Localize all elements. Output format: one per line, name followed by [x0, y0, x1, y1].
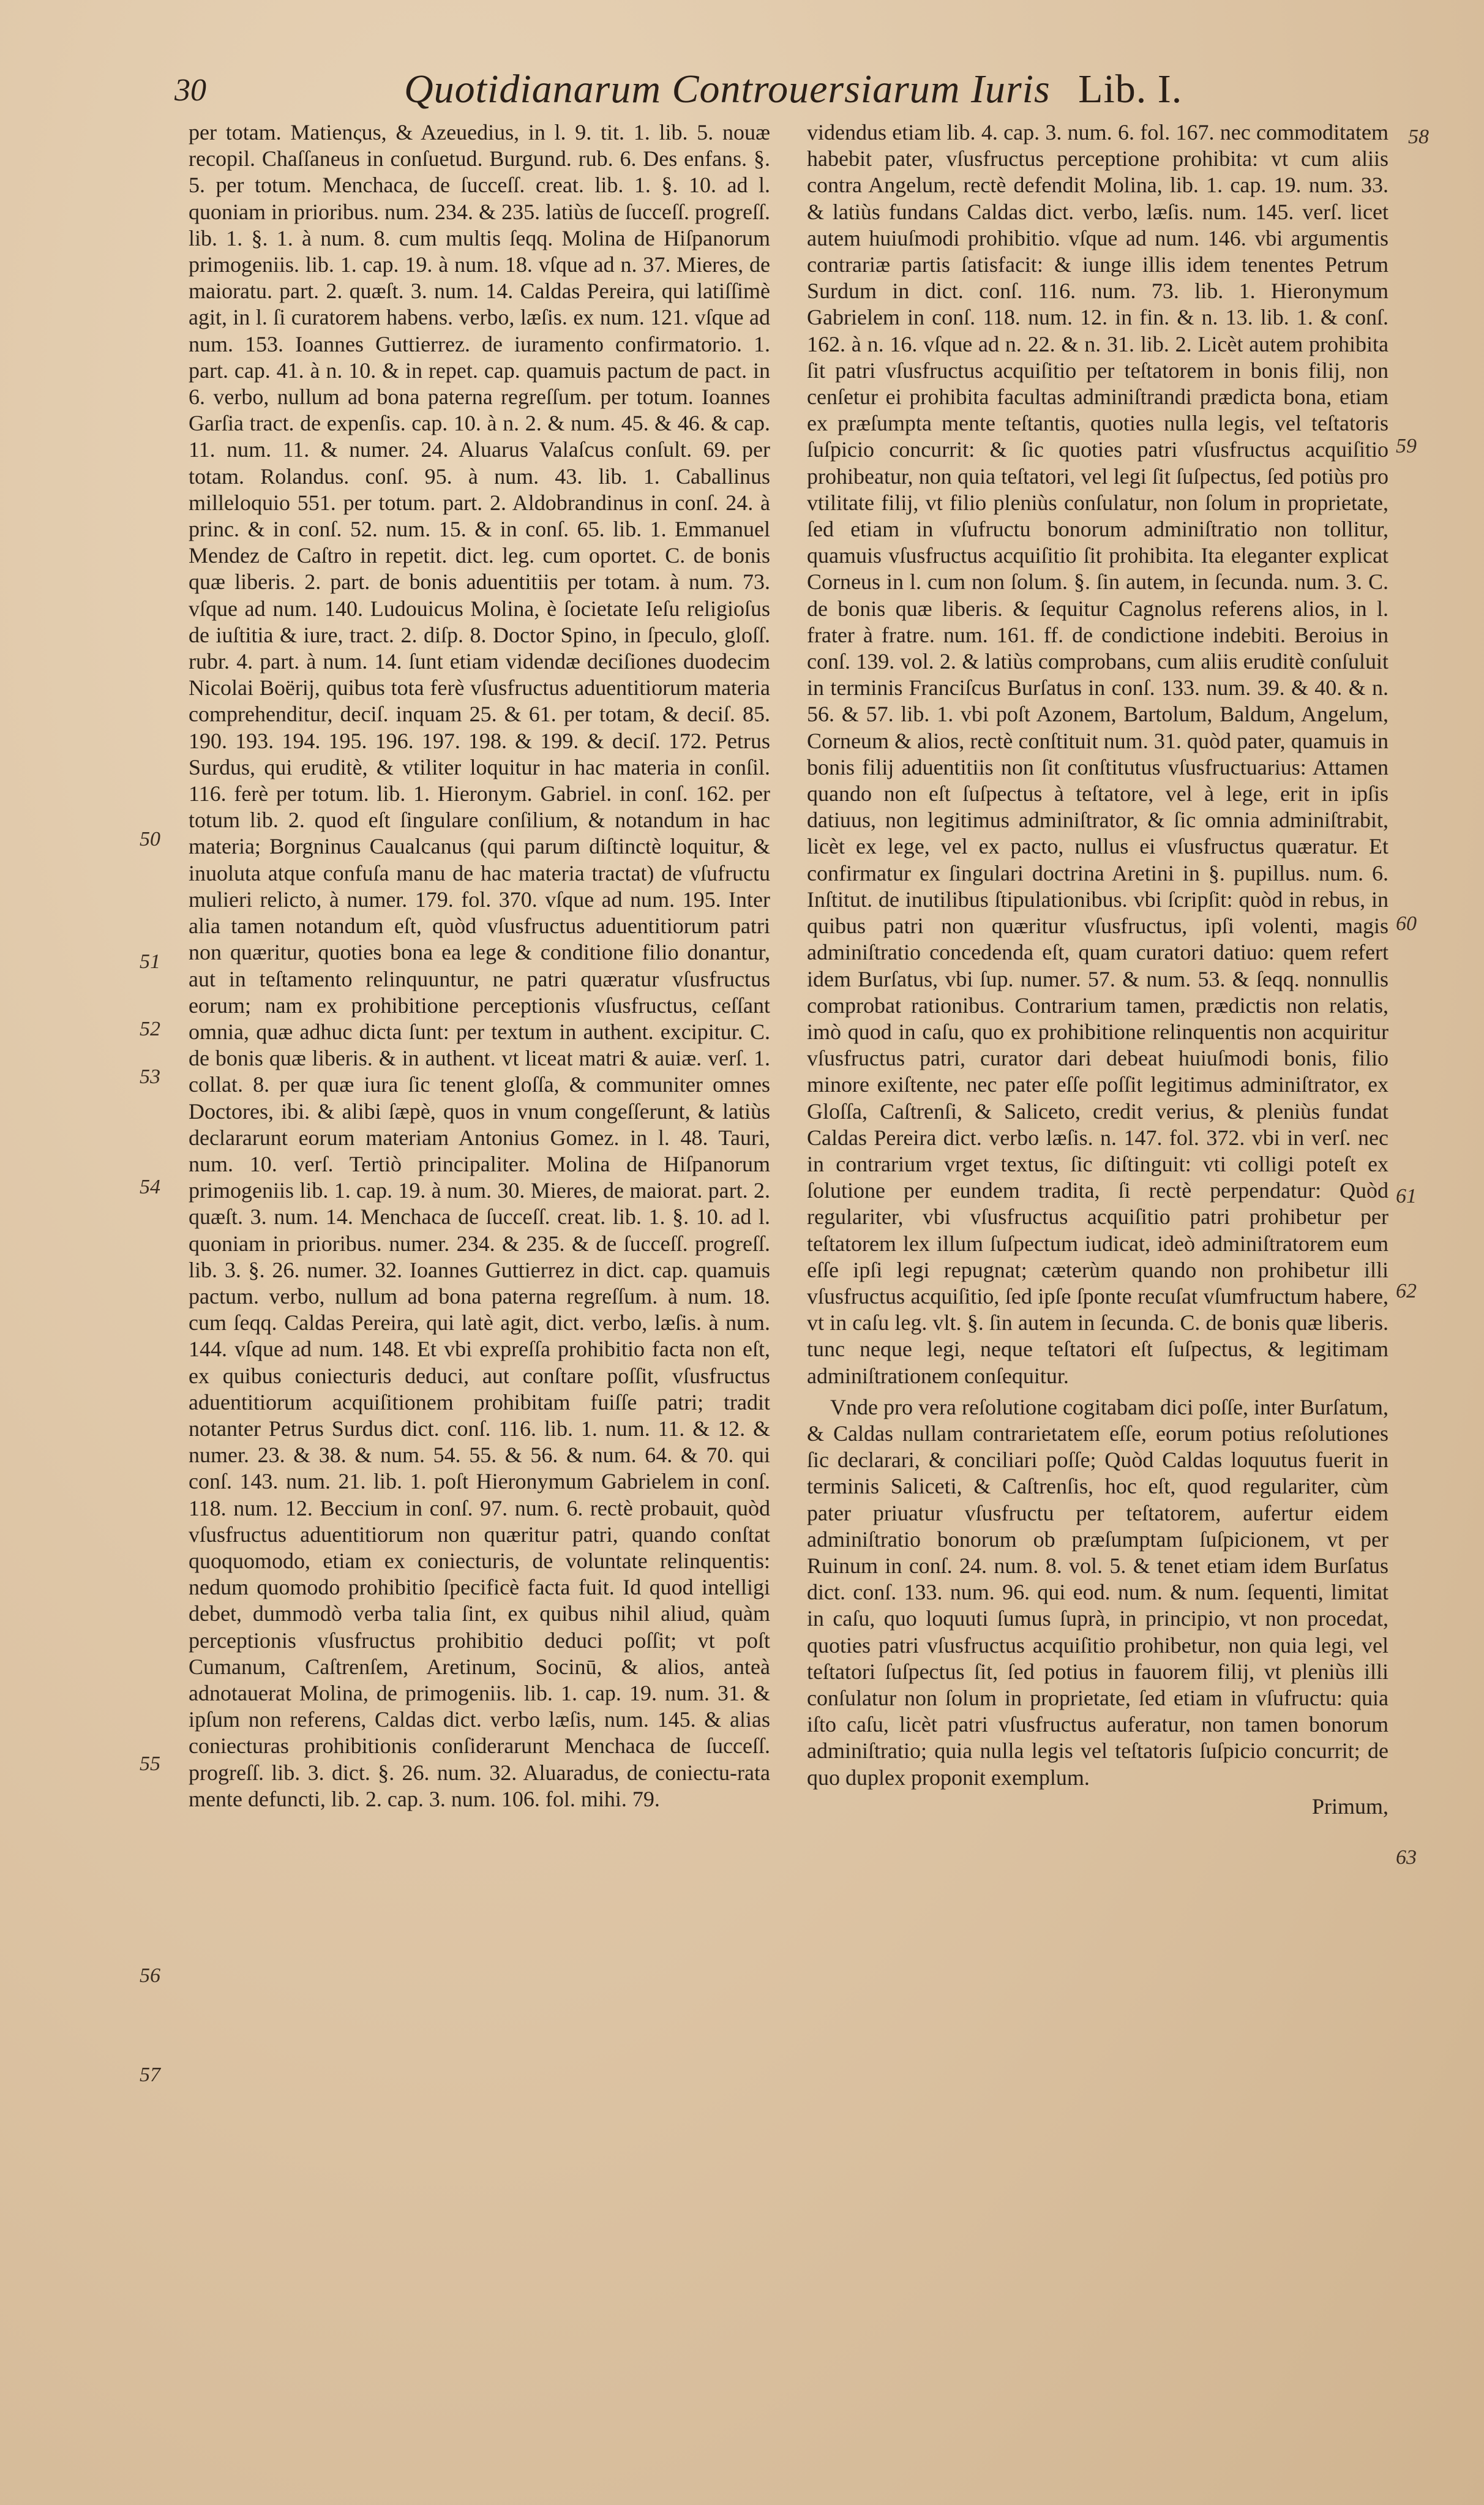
margin-number: 60: [1396, 912, 1417, 935]
margin-number: 61: [1396, 1185, 1417, 1207]
margin-number: 52: [140, 1018, 160, 1040]
margin-number: 57: [140, 2064, 160, 2086]
book-label: Lib. I.: [1078, 67, 1183, 111]
right-column-paragraph: Vnde pro vera reſolutione cogitabam dici poſſe, inter Burſatum, & Caldas nullam contrarietatem eſſe, eorum potius reſolutiones ſic declarari, & conciliari poſſe; Quòd Caldas loquutus fuerit in terminis Saliceti, & Caſtrenſis, hoc eſt, quod regulariter, cùm pater priuatur vſusfructu per teſtatorem, aufertur eidem adminiſtratio bonorum ob præſumptam ſuſpicionem, vt per Ruinum in conſ. 24. num. 8. vol. 5. & tenet etiam idem Burſatus dict. conſ. 133. num. 96. qui eod. num. & num. ſequenti, limitat in caſu, quo loquuti ſumus ſuprà, in principio, vt non procedat, quoties patri vſusfructus acquiſitio prohibetur, non quia legi, vel teſtatori ſuſpectus ſit, ſed potius in fauorem filij, vt pleniùs illi conſulatur non ſolum in proprietate, ſed etiam in vſufructu: quia iſto caſu, licèt patri vſusfructus auferatur, non tamen bonorum adminiſtratio; quia nulla legis vel teſtatoris ſuſpicio concurrit; de quo duplex proponit exemplum.: [807, 1394, 1388, 1790]
margin-number: 58: [1408, 126, 1429, 148]
margin-number: 56: [140, 1964, 160, 1987]
page-number: 30: [174, 73, 206, 108]
left-column-text: per totam. Matienςus, & Azeuedius, in l. 9. tit. 1. lib. 5. nouæ recopil. Chaſſaneus in conſuetud. Burgund. rub. 6. Des enfans. §. 5. per totum. Menchaca, de ſucceſſ. creat. lib. 1. §. 10. ad l. quoniam in prioribus. num. 234. & 235. latiùs de ſucceſſ. progreſſ. lib. 1. §. 1. à num. 8. cum multis ſeqq. Molina de Hiſpanorum primogeniis. lib. 1. cap. 19. à num. 18. vſque ad n. 37. Mieres, de maioratu. part. 2. quæſt. 3. num. 14. Caldas Pereira, qui latiſſimè agit, in l. ſi curatorem habens. verbo, læſis. ex num. 121. vſque ad num. 153. Ioannes Guttierrez. de iuramento confirmatorio. 1. part. cap. 41. à n. 10. & in repet. cap. quamuis pactum de pact. in 6. verbo, nullum ad bona paterna regreſſum. per totum. Ioannes Garſia tract. de expenſis. cap. 10. à n. 2. & num. 45. & 46. & cap. 11. num. 11. & numer. 24. Aluarus Valaſcus conſult. 69. per totam. Rolandus. conſ. 95. à num. 43. lib. 1. Caballinus milleloquio 551. per totum. part. 2. Aldobrandinus in conſ. 24. à princ. & in conſ. 52. num. 15. & in conſ. 65. lib. 1. Emmanuel Mendez de Caſtro in repetit. dict. leg. cum oportet. C. de bonis quæ liberis. 2. part. de bonis aduentitiis per totam. à num. 73. vſque ad num. 140. Ludouicus Molina, è ſocietate Ieſu religioſus de iuſtitia & iure, tract. 2. diſp. 8. Doctor Spino, in ſpeculo, gloſſ. rubr. 4. part. à num. 14. ſunt etiam videndæ deciſiones duodecim Nicolai Boërij, quibus tota ferè vſusfructus aduentitiorum materia comprehenditur, deciſ. inquam 25. & 61. per totam, & deciſ. 85. 190. 193. 194. 195. 196. 197. 198. & 199. & deciſ. 172. Petrus Surdus, qui eruditè, & vtiliter loquitur in hac materia in conſil. 116. ferè per totum. lib. 1. Hieronym. Gabriel. in conſ. 162. per totum lib. 2. quod eſt ſingulare conſilium, & notandum in hac materia; Borgninus Caualcanus (qui parum diſtinctè loquitur, & inuoluta atque confuſa manu de hac materia tractat) de vſufructu mulieri relicto, à numer. 179. fol. 370. vſque ad num. 195. Inter alia tamen notandum eſt, quòd vſusfructus aduentitiorum patri non quæritur, quoties bona ea lege & conditione filio donantur, aut in teſtamento relinquuntur, ne patri quæratur vſusfructus eorum; nam ex prohibitione perceptionis vſusfructus, ceſſant omnia, quæ adhuc dicta ſunt: per textum in authent. excipitur. C. de bonis quæ liberis. & in authent. vt liceat matri & auiæ. verſ. 1. collat. 8. per quæ iura ſic tenent gloſſa, & communiter omnes Doctores, ibi. & alibi ſæpè, quos in vnum congeſſerunt, & latiùs declararunt eorum materiam Antonius Gomez. in l. 48. Tauri, num. 10. verſ. Tertiò principaliter. Molina de Hiſpanorum primogeniis lib. 1. cap. 19. à num. 30. Mieres, de maiorat. part. 2. quæſt. 3. num. 14. Menchaca de ſucceſſ. creat. lib. 1. §. 10. ad l. quoniam in prioribus. numer. 234. & 235. & de ſucceſſ. progreſſ. lib. 3. §. 26. numer. 32. Ioannes Guttierrez in dict. cap. quamuis pactum. verbo, nullum ad bona paterna regreſſum. à num. 18. cum ſeqq. Caldas Pereira, qui latè agit, dict. verbo, læſis. à num. 144. vſque ad num. 148. Et vbi expreſſa prohibitio facta non eſt, ex quibus coniecturis deduci, aut conſtare poſſit, vſusfructus aduentitiorum acquiſitionem prohibitam fuiſſe patri; tradit notanter Petrus Surdus dict. conſ. 116. lib. 1. num. 11. & 12. & numer. 23. & 38. & num. 54. 55. & 56. & num. 64. & 70. qui conſ. 143. num. 21. lib. 1. poſt Hieronymum Gabrielem in conſ. 118. num. 12. Beccium in conſ. 97. num. 6. rectè probauit, quòd vſusfructus aduentitiorum non quæritur patri, quando conſtat quoquomodo, etiam ex coniecturis, de voluntate relinquentis: nedum quomodo prohibitio ſpecificè facta fuit. Id quod intelligi debet, dummodò verba talia ſint, ex quibus nihil aliud, quàm perceptionis vſusfructus prohibitio deduci poſſit; vt poſt Cumanum, Caſtrenſem, Aretinum, Socinū, & alios, anteà adnotauerat Molina, de primogeniis. lib. 1. cap. 19. num. 31. & ipſum non referens, Caldas dict. verbo læſis, num. 145. & alias coniecturas prohibitionis conſiderarunt Menchaca de ſucceſſ. progreſſ. lib. 3. dict. §. 26. num. 32. Aluaradus, de coniectu-rata mente defuncti, lib. 2. cap. 3. num. 106. fol. mihi. 79.: [189, 120, 770, 1811]
left-column: [189, 119, 770, 1812]
margin-number: 50: [140, 828, 160, 851]
margin-number: 63: [1396, 1846, 1417, 1869]
margin-number: 54: [140, 1176, 160, 1198]
margin-number: 53: [140, 1065, 160, 1088]
margin-number: 51: [140, 950, 160, 973]
margin-number: 59: [1396, 435, 1417, 457]
margin-number: 62: [1396, 1280, 1417, 1302]
margin-number: 55: [140, 1752, 160, 1775]
running-head: [404, 66, 1261, 113]
catchword: Primum,: [1311, 1793, 1388, 1819]
right-column: [807, 119, 1388, 1820]
running-title: Quotidianarum Controuersiarum Iuris: [404, 67, 1051, 111]
right-column-text: videndus etiam lib. 4. cap. 3. num. 6. fol. 167. nec commoditatem habebit pater, vſusfructus perceptione prohibita: vt cum aliis contra Angelum, rectè defendit Molina, lib. 1. cap. 19. num. 33. & latiùs fundans Caldas dict. verbo, læſis. num. 145. verſ. licet autem huiuſmodi prohibitio. vſque ad num. 146. vbi argumentis contrariæ partis ſatisfacit: & iunge illis idem tenentes Petrum Surdum in dict. conſ. 116. num. 73. lib. 1. Hieronymum Gabrielem in conſ. 118. num. 12. in fin. & n. 13. lib. 1. & conſ. 162. à n. 16. vſque ad n. 22. & n. 31. lib. 2. Licèt autem prohibita ſit patri vſusfructus acquiſitio per teſtatorem in bonis filij, non cenſetur ei prohibita facultas adminiſtrandi prædicta bona, etiam ex præſumpta mente teſtantis, quoties nulla legis, vel teſtatoris ſuſpicio concurrit: & ſic quoties patri vſusfructus acquiſitio prohibeatur, non quia teſtatori, vel legi ſit ſuſpectus, ſed potiùs pro vtilitate filij, vt filio pleniùs conſulatur, non ſolum in proprietate, ſed etiam in vſufructu bonorum adminiſtratio non tollitur, quamuis vſusfructus acquiſitio ſit prohibita. Ita eleganter explicat Corneus in l. cum non ſolum. §. ſin autem, in ſecunda. num. 3. C. de bonis quæ liberis. & ſequitur Cagnolus referens alios, in l. frater à fratre. num. 161. ff. de condictione indebiti. Beroius in conſ. 139. vol. 2. & latiùs comprobans, cum aliis eruditè conſuluit in terminis Franciſcus Burſatus in conſ. 133. num. 39. & 40. & n. 56. & 57. lib. 1. vbi poſt Azonem, Bartolum, Baldum, Angelum, Corneum & alios, rectè conſtituit num. 31. quòd pater, quamuis in bonis filij aduentitiis non ſit conſtitutus vſusfructuarius: Attamen quando non eſt ſuſpectus à teſtatore, vel à lege, erit in ipſis datiuus, non legitimus adminiſtrator, & ſic omnia adminiſtrabit, licèt ex lege, vel ex pacto, nullus ei vſusfructus quæratur. Et confirmatur ex ſingulari doctrina Aretini in §. pupillus. num. 6. Inſtitut. de inutilibus ſtipulationibus. vbi ſcripſit: quòd in rebus, in quibus patri non quæritur vſusfructus, ipſi volenti, magis adminiſtratio concedenda eſt, quam curatori datiuo: quem refert idem Burſatus, vbi ſup. numer. 57. & num. 53. & ſeqq. nonnullis comprobat rationibus. Contrarium tamen, prædictis non relatis, imò quod in caſu, quo ex prohibitione relinquentis non acquiritur vſusfructus patri, curator dari debeat huiuſmodi bonis, filio minore exiſtente, nec pater eſſe poſſit legitimus adminiſtrator, ex Gloſſa, Caſtrenſi, & Saliceto, credit verius, & pleniùs fundat Caldas Pereira dict. verbo læſis. n. 147. fol. 372. vbi in verſ. nec in contrarium vrget textus, ſic diſtinguit: vti colligi poteſt ex ſolutione per eundem tradita, ſi rectè perpendatur: Quòd regulariter, vbi vſusfructus acquiſitio patri prohibetur per teſtatorem lex illum ſuſpectum iudicat, ideò adminiſtratorem eum eſſe ipſi legi repugnat; cæterùm quando non prohibetur illi vſusfructus acquiſitio, ſed ipſe ſponte recuſat vſumfructum habere, vt in caſu leg. vlt. §. ſin autem in ſecunda. C. de bonis quæ liberis. tunc neque legi, neque teſtatori eſt ſuſpectus, & legitimam adminiſtrationem conſequitur.: [807, 120, 1388, 1388]
